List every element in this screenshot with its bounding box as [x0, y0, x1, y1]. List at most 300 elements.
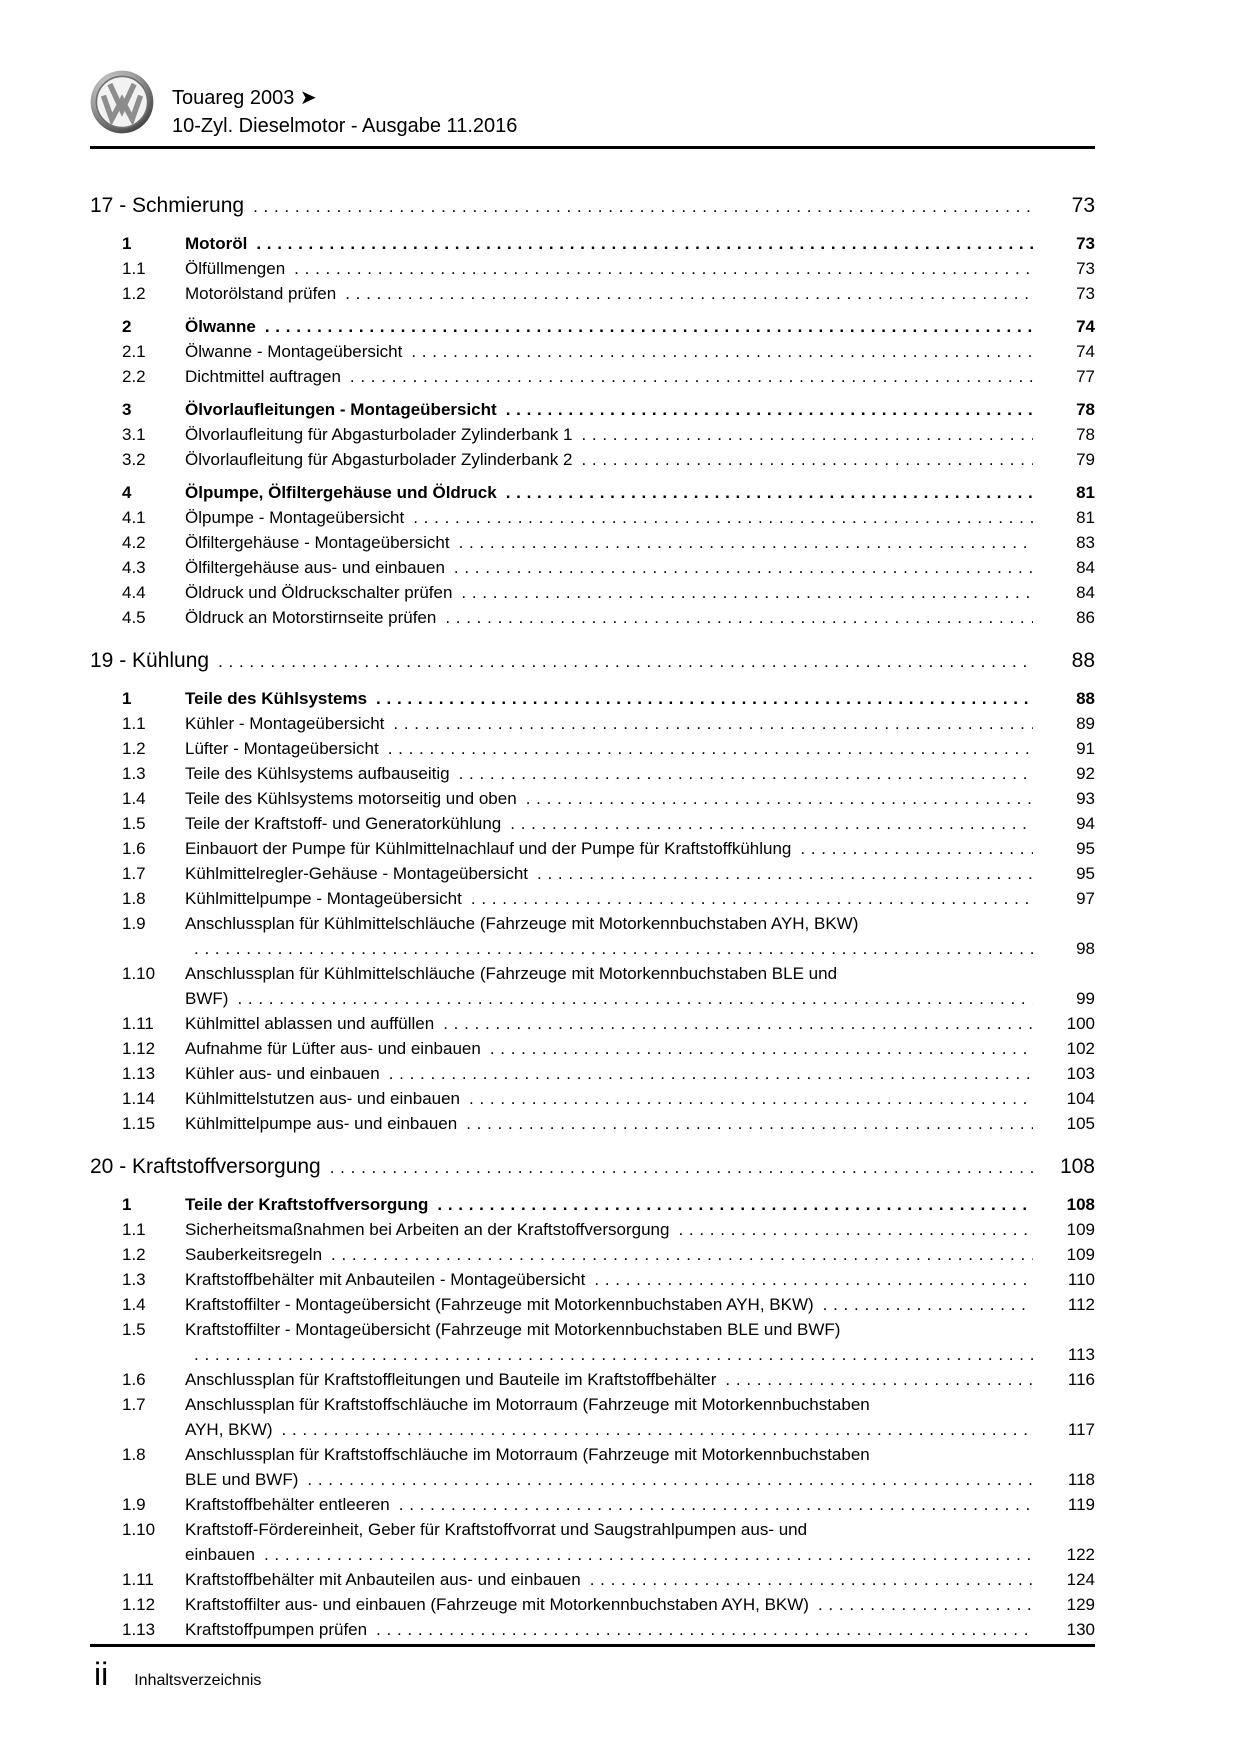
- entry-page: 112: [1067, 1295, 1095, 1314]
- entry-number: 1.7: [122, 1395, 146, 1414]
- chapter-title: 20 - Kraftstoffversorgung: [90, 1155, 321, 1178]
- entry-body: [185, 1617, 1095, 1642]
- footer-line: [94, 1657, 1095, 1691]
- entry-title: Sicherheitsmaßnahmen bei Arbeiten an der Kraftstoffversorgung: [185, 1220, 670, 1239]
- entry-title: Anschlussplan für Kraftstoffleitungen und Bauteile im Kraftstoffbehälter: [185, 1370, 717, 1389]
- entry-body: [185, 1011, 1095, 1036]
- toc-entry: [90, 505, 1095, 530]
- entry-page: 94: [1076, 814, 1095, 833]
- toc-entry: [90, 911, 1095, 961]
- entry-number: 1.2: [122, 284, 146, 303]
- entry-title: Kühlmittel ablassen und auffüllen: [185, 1014, 435, 1033]
- entry-number: 1.13: [122, 1620, 156, 1639]
- entry-body: [185, 961, 1095, 1011]
- dot-leader: [330, 1151, 1033, 1184]
- entry-title: Kühler - Montageübersicht: [185, 714, 385, 733]
- entry-page: 74: [1076, 317, 1095, 336]
- header-text: [172, 70, 517, 140]
- header-rule: [90, 146, 1095, 149]
- entry-number: 1.9: [122, 1495, 146, 1514]
- entry-title: Ölfüllmengen: [185, 259, 286, 278]
- entry-number: 1: [122, 689, 132, 708]
- entry-title: Kraftstoffilter aus- und einbauen (Fahrzeuge mit Motorkennbuchstaben AYH, BKW): [185, 1595, 809, 1614]
- entry-body: [185, 1192, 1095, 1217]
- entry-page: 73: [1076, 234, 1095, 253]
- entry-page: 93: [1076, 789, 1095, 808]
- entry-body: [185, 711, 1095, 736]
- entry-title: Kühlmittelpumpe aus- und einbauen: [185, 1114, 458, 1133]
- entry-body: [185, 911, 1095, 961]
- entry-number: 1: [122, 1195, 132, 1214]
- entry-body: [185, 1492, 1095, 1517]
- footer-page-number: ii: [94, 1656, 109, 1692]
- toc-entry: [90, 1617, 1095, 1642]
- dot-leader: [350, 364, 1033, 389]
- entry-page: 109: [1066, 1245, 1095, 1264]
- dot-leader: [411, 339, 1033, 364]
- dot-leader: [194, 936, 1033, 961]
- entry-body: [185, 1292, 1095, 1317]
- entry-title: Ölfiltergehäuse aus- und einbauen: [185, 558, 445, 577]
- entry-page: 100: [1066, 1014, 1095, 1033]
- toc-entry: [90, 1242, 1095, 1267]
- entry-title: Anschlussplan für Kraftstoffschläuche im Motorraum (Fahrzeuge mit Motorkennbuchstaben: [185, 1445, 870, 1464]
- entry-title: Ölvorlaufleitungen - Montageübersicht: [185, 400, 497, 419]
- entry-body: [185, 1061, 1095, 1086]
- dot-leader: [510, 811, 1033, 836]
- entry-body: [185, 422, 1095, 447]
- dot-leader: [581, 422, 1033, 447]
- chapter-title: 17 - Schmierung: [90, 194, 245, 217]
- header-edition: 10-Zyl. Dieselmotor - Ausgabe 11.2016: [172, 115, 518, 137]
- entry-page: 116: [1067, 1370, 1095, 1389]
- entry-number: 1.8: [122, 1445, 146, 1464]
- entry-number: 1.11: [122, 1014, 154, 1033]
- entry-number: 1.5: [122, 1320, 146, 1339]
- toc-entry: [90, 1392, 1095, 1442]
- entry-body: [185, 447, 1095, 472]
- dot-leader: [265, 314, 1033, 339]
- toc-entry: [90, 1567, 1095, 1592]
- toc-entry: [90, 861, 1095, 886]
- toc-entry: [90, 1217, 1095, 1242]
- dot-leader: [459, 530, 1033, 555]
- toc-entry: [90, 1192, 1095, 1217]
- toc-entry: [90, 1086, 1095, 1111]
- dot-leader: [461, 580, 1033, 605]
- entry-page: 98: [1076, 939, 1095, 958]
- entry-title: Aufnahme für Lüfter aus- und einbauen: [185, 1039, 481, 1058]
- entry-body: [185, 231, 1095, 256]
- dot-leader: [594, 1267, 1033, 1292]
- entry-page: 74: [1076, 342, 1095, 361]
- chapter-page: 88: [1071, 649, 1095, 672]
- toc-entry: [90, 736, 1095, 761]
- entry-number: 3: [122, 400, 132, 419]
- toc-entry: [90, 1442, 1095, 1492]
- entry-title: Kraftstoffilter - Montageübersicht (Fahrzeuge mit Motorkennbuchstaben AYH, BKW): [185, 1295, 814, 1314]
- dot-leader: [393, 711, 1033, 736]
- toc-entry: [90, 1111, 1095, 1136]
- entry-title: Einbauort der Pumpe für Kühlmittelnachlauf und der Pumpe für Kraftstoffkühlung: [185, 839, 792, 858]
- entry-title: Ölvorlaufleitung für Abgasturbolader Zylinderbank 2: [185, 450, 573, 469]
- entry-title: Motorölstand prüfen: [185, 284, 337, 303]
- entry-title: Ölwanne: [185, 317, 256, 336]
- toc-entry: [90, 1011, 1095, 1036]
- entry-body: [185, 480, 1095, 505]
- entry-number: 1.3: [122, 1270, 146, 1289]
- toc-chapter: [90, 644, 1095, 1136]
- entry-number: 1.15: [122, 1114, 156, 1133]
- entry-page: 95: [1076, 839, 1095, 858]
- dot-leader: [818, 1592, 1033, 1617]
- entry-page: 89: [1076, 714, 1095, 733]
- toc-entry: [90, 1492, 1095, 1517]
- entry-number: 1: [122, 234, 132, 253]
- entry-number: 1.12: [122, 1595, 156, 1614]
- toc-chapter-row: [90, 644, 1095, 678]
- dot-leader: [282, 1417, 1033, 1442]
- entry-number: 1.5: [122, 814, 146, 833]
- toc-entry: [90, 422, 1095, 447]
- toc-entry: [90, 364, 1095, 389]
- entry-title: Sauberkeitsregeln: [185, 1245, 323, 1264]
- dot-leader: [823, 1292, 1033, 1317]
- entry-body: [185, 530, 1095, 555]
- entry-title: Ölwanne - Montageübersicht: [185, 342, 403, 361]
- entry-number: 1.10: [122, 964, 156, 983]
- toc-chapter: [90, 1150, 1095, 1642]
- toc-entry: [90, 836, 1095, 861]
- page-header: [90, 70, 1095, 140]
- toc-entry: [90, 1292, 1095, 1317]
- dot-leader: [437, 1192, 1033, 1217]
- dot-leader: [471, 886, 1033, 911]
- toc-entry: [90, 605, 1095, 630]
- dot-leader: [264, 1542, 1033, 1567]
- entry-title: Anschlussplan für Kraftstoffschläuche im Motorraum (Fahrzeuge mit Motorkennbuchstaben: [185, 1395, 870, 1414]
- dot-leader: [454, 555, 1033, 580]
- entry-title: Kühlmittelpumpe - Montageübersicht: [185, 889, 462, 908]
- entry-title: Teile der Kraftstoff- und Generatorkühlung: [185, 814, 502, 833]
- dot-leader: [194, 1342, 1033, 1367]
- entry-page: 99: [1076, 989, 1095, 1008]
- entry-title: Teile des Kühlsystems: [185, 689, 368, 708]
- entry-number: 2: [122, 317, 132, 336]
- entry-line2: [185, 1542, 1095, 1567]
- toc-entry: [90, 447, 1095, 472]
- toc-entry: [90, 886, 1095, 911]
- entry-title: Öldruck an Motorstirnseite prüfen: [185, 608, 437, 627]
- dot-leader: [345, 281, 1033, 306]
- entry-number: 3.2: [122, 450, 146, 469]
- entry-page: 124: [1066, 1570, 1095, 1589]
- dot-leader: [466, 1111, 1033, 1136]
- entry-page: 78: [1076, 425, 1095, 444]
- dot-leader: [256, 231, 1033, 256]
- entry-title: Motoröl: [185, 234, 248, 253]
- toc-entry: [90, 711, 1095, 736]
- entry-page: 105: [1066, 1114, 1095, 1133]
- toc-entry: [90, 1317, 1095, 1367]
- entry-number: 1.2: [122, 1245, 146, 1264]
- dot-leader: [725, 1367, 1033, 1392]
- entry-title-continuation: BWF): [185, 989, 229, 1008]
- entry-body: [185, 1242, 1095, 1267]
- entry-number: 2.2: [122, 367, 146, 386]
- footer-rule: [90, 1644, 1095, 1647]
- entry-title: Dichtmittel auftragen: [185, 367, 341, 386]
- entry-title-continuation: AYH, BKW): [185, 1420, 273, 1439]
- toc-chapter-row: [90, 189, 1095, 223]
- entry-title: Teile der Kraftstoffversorgung: [185, 1195, 429, 1214]
- entry-number: 1.1: [122, 1220, 146, 1239]
- toc-entry: [90, 1061, 1095, 1086]
- entry-page: 73: [1076, 259, 1095, 278]
- toc-entry: [90, 480, 1095, 505]
- entry-page: 84: [1076, 558, 1095, 577]
- dot-leader: [581, 447, 1033, 472]
- entry-page: 113: [1067, 1345, 1095, 1364]
- toc-entry: [90, 231, 1095, 256]
- dot-leader: [388, 736, 1033, 761]
- entry-title: Anschlussplan für Kühlmittelschläuche (Fahrzeuge mit Motorkennbuchstaben AYH, BKW): [185, 914, 859, 933]
- dot-leader: [443, 1011, 1033, 1036]
- entry-body: [185, 555, 1095, 580]
- entry-body: [185, 339, 1095, 364]
- dot-leader: [537, 861, 1033, 886]
- dot-leader: [445, 605, 1033, 630]
- entry-page: 79: [1076, 450, 1095, 469]
- entry-number: 4.4: [122, 583, 146, 602]
- entry-number: 1.8: [122, 889, 146, 908]
- toc-entry: [90, 1592, 1095, 1617]
- entry-number: 1.6: [122, 839, 146, 858]
- entry-body: [185, 580, 1095, 605]
- entry-body: [185, 1567, 1095, 1592]
- entry-body: [185, 811, 1095, 836]
- entry-number: 2.1: [122, 342, 146, 361]
- entry-body: [185, 505, 1095, 530]
- entry-page: 77: [1076, 367, 1095, 386]
- dot-leader: [800, 836, 1033, 861]
- entry-title: Ölfiltergehäuse - Montageübersicht: [185, 533, 450, 552]
- entry-title: Kühler aus- und einbauen: [185, 1064, 380, 1083]
- entry-page: 102: [1066, 1039, 1095, 1058]
- entry-body: [185, 1086, 1095, 1111]
- chapter-title: 19 - Kühlung: [90, 649, 210, 672]
- entry-title: Ölpumpe, Ölfiltergehäuse und Öldruck: [185, 483, 497, 502]
- entry-body: [185, 1517, 1095, 1567]
- dot-leader: [413, 505, 1033, 530]
- entry-number: 1.6: [122, 1370, 146, 1389]
- entry-body: [185, 1036, 1095, 1061]
- entry-title: Teile des Kühlsystems aufbauseitig: [185, 764, 450, 783]
- entry-number: 1.3: [122, 764, 146, 783]
- entry-title: Kraftstoffbehälter entleeren: [185, 1495, 390, 1514]
- entry-body: [185, 861, 1095, 886]
- toc-chapter-row: [90, 1150, 1095, 1184]
- entry-title: Kraftstoffbehälter mit Anbauteilen - Montageübersicht: [185, 1270, 586, 1289]
- entry-page: 130: [1066, 1620, 1095, 1639]
- dot-leader: [490, 1036, 1033, 1061]
- entry-page: 117: [1067, 1420, 1095, 1439]
- toc-entry: [90, 1036, 1095, 1061]
- entry-number: 1.11: [122, 1570, 154, 1589]
- entry-number: 4.2: [122, 533, 146, 552]
- toc-entry: [90, 786, 1095, 811]
- toc-entry: [90, 555, 1095, 580]
- page-footer: [90, 1644, 1095, 1691]
- entry-page: 84: [1076, 583, 1095, 602]
- entry-body: [185, 1317, 1095, 1367]
- document-page: [90, 70, 1095, 1642]
- entry-title: Öldruck und Öldruckschalter prüfen: [185, 583, 453, 602]
- entry-page: 92: [1076, 764, 1095, 783]
- entry-number: 1.4: [122, 1295, 146, 1314]
- dot-leader: [506, 480, 1033, 505]
- entry-body: [185, 397, 1095, 422]
- entry-page: 119: [1067, 1495, 1095, 1514]
- toc-chapter: [90, 189, 1095, 630]
- entry-title: Ölvorlaufleitung für Abgasturbolader Zylinderbank 1: [185, 425, 573, 444]
- entry-line2: [185, 986, 1095, 1011]
- entry-body: [185, 836, 1095, 861]
- entry-title: Kraftstoffilter - Montageübersicht (Fahrzeuge mit Motorkennbuchstaben BLE und BWF): [185, 1320, 841, 1339]
- toc-entry: [90, 397, 1095, 422]
- entry-page: 88: [1076, 689, 1095, 708]
- dot-leader: [590, 1567, 1033, 1592]
- entry-page: 122: [1066, 1545, 1095, 1564]
- toc-entry: [90, 339, 1095, 364]
- entry-number: 4: [122, 483, 132, 502]
- entry-line2: [185, 936, 1095, 961]
- entry-body: [185, 281, 1095, 306]
- toc-entry: [90, 1267, 1095, 1292]
- entry-body: [185, 605, 1095, 630]
- entry-page: 104: [1066, 1089, 1095, 1108]
- entry-page: 109: [1066, 1220, 1095, 1239]
- entry-body: [185, 314, 1095, 339]
- chapter-page: 108: [1059, 1155, 1095, 1178]
- entry-body: [185, 1392, 1095, 1442]
- entry-body: [185, 1592, 1095, 1617]
- entry-line2: [185, 1342, 1095, 1367]
- entry-number: 1.2: [122, 739, 146, 758]
- entry-body: [185, 761, 1095, 786]
- entry-title-continuation: BLE und BWF): [185, 1470, 299, 1489]
- dot-leader: [376, 686, 1033, 711]
- entry-number: 4.5: [122, 608, 146, 627]
- entry-title: Lüfter - Montageübersicht: [185, 739, 379, 758]
- entry-title: Teile des Kühlsystems motorseitig und oben: [185, 789, 517, 808]
- entry-number: 1.1: [122, 259, 146, 278]
- dot-leader: [399, 1492, 1033, 1517]
- entry-page: 86: [1076, 608, 1095, 627]
- dot-leader: [218, 645, 1033, 678]
- entry-body: [185, 1111, 1095, 1136]
- entry-line2: [185, 1417, 1095, 1442]
- dot-leader: [331, 1242, 1033, 1267]
- entry-number: 1.14: [122, 1089, 156, 1108]
- entry-page: 81: [1076, 483, 1095, 502]
- entry-page: 95: [1076, 864, 1095, 883]
- entry-number: 4.1: [122, 508, 146, 527]
- entry-page: 97: [1076, 889, 1095, 908]
- entry-page: 118: [1067, 1470, 1095, 1489]
- dot-leader: [307, 1467, 1033, 1492]
- toc-entry: [90, 686, 1095, 711]
- toc-entry: [90, 314, 1095, 339]
- entry-title: Ölpumpe - Montageübersicht: [185, 508, 405, 527]
- entry-number: 1.12: [122, 1039, 156, 1058]
- entry-body: [185, 1217, 1095, 1242]
- dot-leader: [389, 1061, 1033, 1086]
- entry-body: [185, 1367, 1095, 1392]
- dot-leader: [237, 986, 1033, 1011]
- entry-body: [185, 786, 1095, 811]
- entry-page: 103: [1066, 1064, 1095, 1083]
- dot-leader: [253, 190, 1033, 223]
- toc-entry: [90, 961, 1095, 1011]
- entry-body: [185, 686, 1095, 711]
- entry-title: Anschlussplan für Kühlmittelschläuche (Fahrzeuge mit Motorkennbuchstaben BLE und: [185, 964, 838, 983]
- entry-page: 78: [1076, 400, 1095, 419]
- entry-number: 3.1: [122, 425, 146, 444]
- entry-body: [185, 736, 1095, 761]
- dot-leader: [459, 761, 1033, 786]
- dot-leader: [469, 1086, 1033, 1111]
- entry-title-continuation: einbauen: [185, 1545, 255, 1564]
- dot-leader: [506, 397, 1033, 422]
- entry-title: Kraftstoffbehälter mit Anbauteilen aus- und einbauen: [185, 1570, 581, 1589]
- toc-entry: [90, 281, 1095, 306]
- entry-number: 1.1: [122, 714, 146, 733]
- entry-body: [185, 1267, 1095, 1292]
- dot-leader: [526, 786, 1033, 811]
- entry-title: Kühlmittelstutzen aus- und einbauen: [185, 1089, 461, 1108]
- entry-number: 1.13: [122, 1064, 156, 1083]
- entry-number: 4.3: [122, 558, 146, 577]
- entry-title: Kraftstoff-Fördereinheit, Geber für Kraftstoffvorrat und Saugstrahlpumpen aus- und: [185, 1520, 808, 1539]
- entry-body: [185, 886, 1095, 911]
- entry-body: [185, 256, 1095, 281]
- toc-entry: [90, 1517, 1095, 1567]
- entry-title: Kraftstoffpumpen prüfen: [185, 1620, 368, 1639]
- entry-page: 73: [1076, 284, 1095, 303]
- toc-entry: [90, 580, 1095, 605]
- toc-entry: [90, 811, 1095, 836]
- entry-title: Kühlmittelregler-Gehäuse - Montageübersicht: [185, 864, 529, 883]
- footer-label: Inhaltsverzeichnis: [134, 1672, 262, 1689]
- entry-page: 110: [1067, 1270, 1095, 1289]
- entry-number: 1.4: [122, 789, 146, 808]
- entry-page: 108: [1066, 1195, 1095, 1214]
- entry-page: 91: [1076, 739, 1095, 758]
- toc-entry: [90, 256, 1095, 281]
- entry-number: 1.7: [122, 864, 146, 883]
- chapter-page: 73: [1071, 194, 1095, 217]
- toc-entry: [90, 761, 1095, 786]
- vw-logo-icon: [90, 70, 154, 139]
- entry-number: 1.10: [122, 1520, 156, 1539]
- entry-line2: [185, 1467, 1095, 1492]
- entry-page: 83: [1076, 533, 1095, 552]
- header-model: Touareg 2003 ➤: [172, 87, 317, 109]
- entry-page: 129: [1066, 1595, 1095, 1614]
- dot-leader: [294, 256, 1033, 281]
- entry-body: [185, 1442, 1095, 1492]
